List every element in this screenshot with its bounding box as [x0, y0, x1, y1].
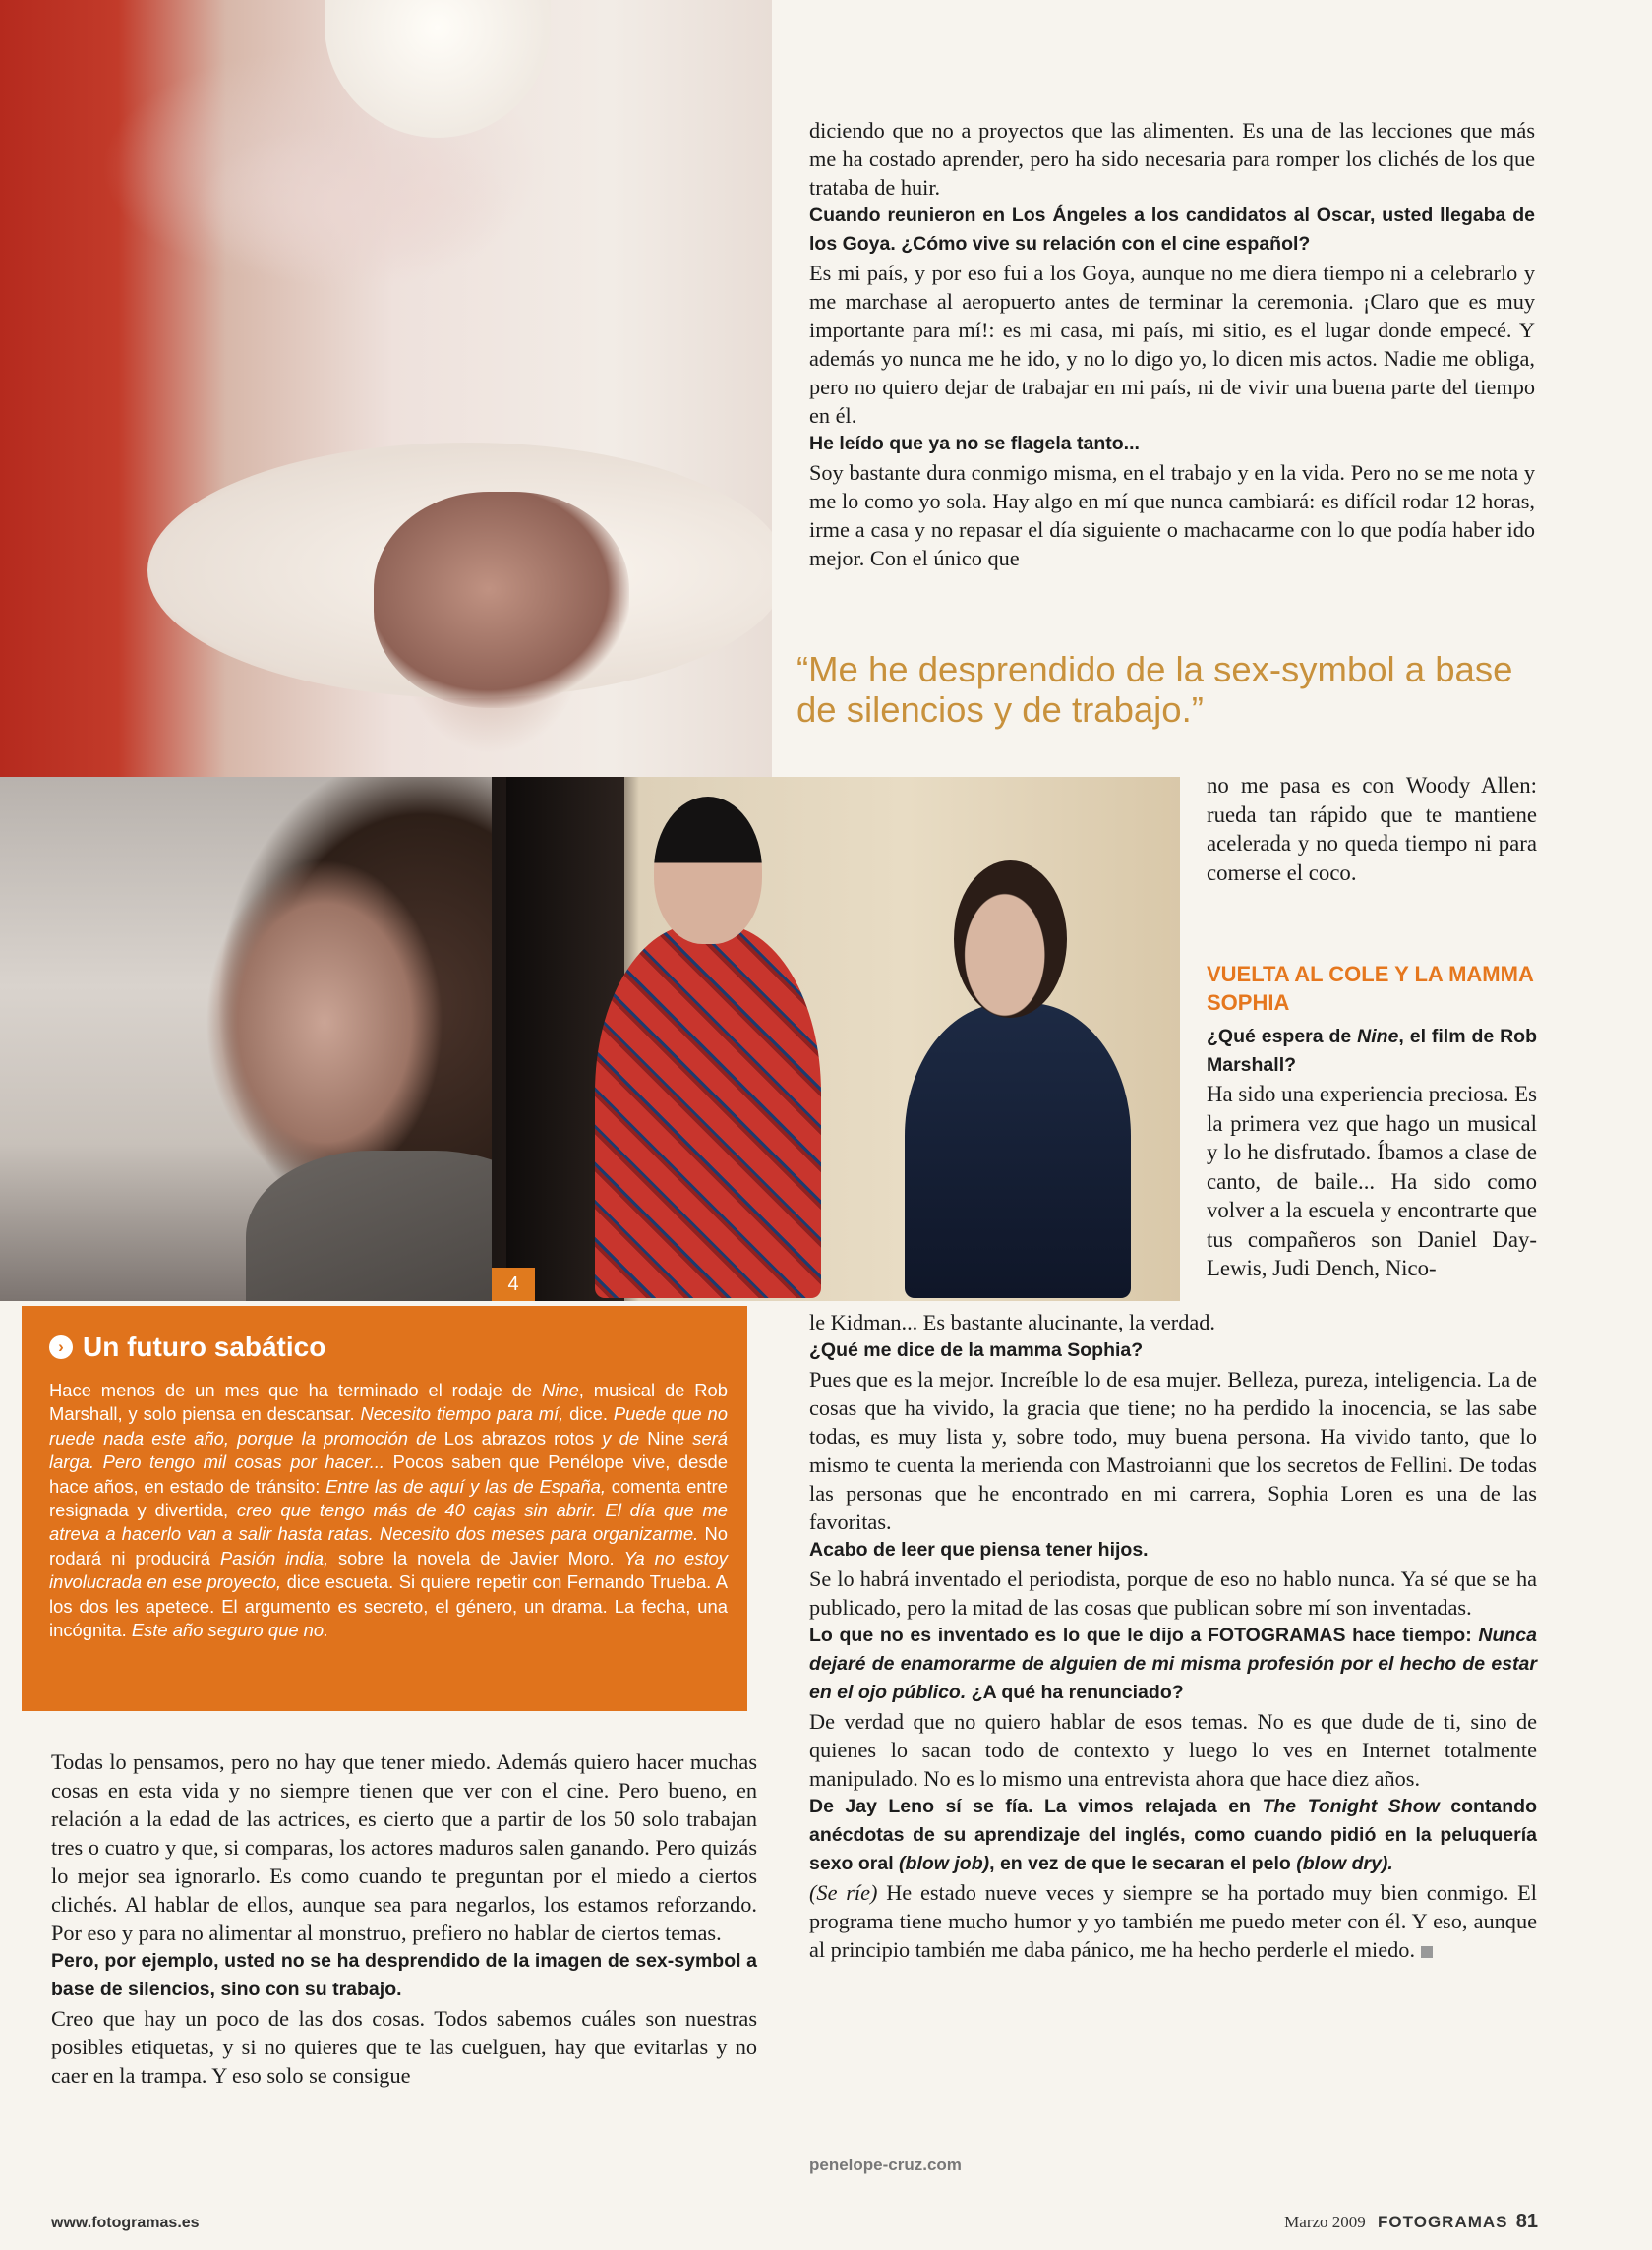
- photo-number-badge: 4: [492, 1268, 535, 1301]
- woman-in-plaid-figure: [595, 924, 821, 1298]
- question: He leído que ya no se flagela tanto...: [809, 433, 1140, 454]
- article-column-bottom: [51, 1747, 757, 2090]
- paragraph: Todas lo pensamos, pero no hay que tener miedo. Además quiero hacer muchas cosas en esta vida y no siempre tienen que ver con el cine. Pero bueno, en relación a la edad de las actrices, es cierto que a partir de los 50 solo trabajan tres o cuatro y que, si comparas, los actores maduros salen ganando. Pero quizás lo mejor sea ignorarlo. Es como cuando te preguntan por el miedo a ciertos clichés. Al hablar de ellos, aunque sea para negarlos, los estamos reforzando. Por eso y para no alimentar al monstruo, prefiero no hablar de ciertos temas.: [51, 1749, 757, 1945]
- paragraph: De verdad que no quiero hablar de esos temas. No es que dude de ti, sino de quienes lo sacan todo de contexto y luego lo ves en Internet totalmente manipulado. No es lo mismo una entrevista ahora que hace diez años.: [809, 1709, 1537, 1791]
- two-women-scene-photo: [492, 777, 1180, 1301]
- footer-website: www.fotogramas.es: [51, 2215, 200, 2231]
- section-heading: VUELTA AL COLE Y LA MAMMA SOPHIA: [1207, 962, 1534, 1015]
- paragraph: diciendo que no a proyectos que las alimenten. Es una de las lecciones que más me ha costado aprender, pero ha sido necesaria para romper los clichés de los que trataba de huir.: [809, 118, 1535, 200]
- pull-quote: “Me he desprendido de la sex-symbol a base de silencios y de trabajo.”: [796, 649, 1513, 730]
- sidebar-body: Hace menos de un mes que ha terminado el rodaje de Nine, musical de Rob Marshall, y solo piensa en descansar. Necesito tiempo para mí, dice. Puede que no ruede nada este año, porque la promoción de Los abrazos rotos y de Nine será larga. Pero tengo mil cosas por hacer... Pocos saben que Penélope vive, desde hace años, en estado de tránsito: Entre las de aquí y las de España, comenta entre resignada y divertida, creo que tengo más de 40 cajas sin abrir. El día que me atreva a hacerlo van a salir hasta ratas. Necesito dos meses para organizarme. No rodará ni producirá Pasión india, sobre la novela de Javier Moro. Ya no estoy involucrada en ese proyecto, dice escueta. Si quiere repetir con Fernando Trueba. A los dos les apetece. El argumento es secreto, el género, un drama. La fecha, una incógnita. Este año seguro que no.: [49, 1380, 729, 1641]
- arrow-right-icon: ›: [49, 1335, 73, 1359]
- page-number: 81: [1515, 2211, 1538, 2232]
- paragraph: Se lo habrá inventado el periodista, porque de eso no hablo nunca. Ya sé que se ha publicado, pero la mitad de las cosas que publican sobre mí son inventadas.: [809, 1567, 1537, 1620]
- portrait-photo: [0, 777, 492, 1301]
- sidebar-title-text: Un futuro sabático: [83, 1332, 326, 1362]
- woman-in-navy-figure: [905, 1003, 1131, 1298]
- woman-in-navy-head: [954, 860, 1067, 1018]
- lamp-shape: [324, 0, 551, 138]
- footer-magazine: FOTOGRAMAS: [1378, 2213, 1508, 2231]
- question: Cuando reunieron en Los Ángeles a los candidatos al Oscar, usted llegaba de los Goya. ¿Cómo vive su relación con el cine español?: [809, 205, 1535, 255]
- question: De Jay Leno sí se fía. La vimos relajada en The Tonight Show contando anécdotas de su aprendizaje del inglés, como cuando pidió en la peluquería sexo oral (blow job), en vez de que le secaran el pelo (blow dry).: [809, 1796, 1537, 1874]
- paragraph: Soy bastante dura conmigo misma, en el trabajo y en la vida. Pero no se me nota y me lo como yo sola. Hay algo en mí que nunca cambiará: es difícil rodar 12 horas, irme a casa y no repasar el día siguiente o machacarme con lo que podía haber ido mejor. Con el único que: [809, 460, 1535, 570]
- paragraph: Creo que hay un poco de las dos cosas. Todos sabemos cuáles son nuestras posibles etiquetas, y si no quieres que te las cuelguen, hay que evitarlas y no caer en la trampa. Y eso solo se consigue: [51, 2006, 757, 2088]
- question: Pero, por ejemplo, usted no se ha desprendido de la imagen de sex-symbol a base de silencios, sino con su trabajo.: [51, 1950, 757, 2000]
- article-column-right-lower: [1207, 1023, 1537, 1283]
- coat-shape: [246, 1151, 492, 1301]
- article-column-middle: [809, 1308, 1537, 1964]
- website-credit: penelope-cruz.com: [809, 2156, 962, 2174]
- face-shape: [374, 492, 629, 708]
- article-column-right: [1207, 771, 1537, 887]
- woman-in-plaid-head: [654, 797, 762, 944]
- end-mark-icon: [1421, 1946, 1433, 1958]
- footer-folio: [1284, 2211, 1538, 2233]
- question: Acabo de leer que piensa tener hijos.: [809, 1539, 1149, 1561]
- sidebar-title: [49, 1332, 325, 1363]
- paragraph: no me pasa es con Woody Allen: rueda tan rápido que te mantiene acelerada y no queda tiempo ni para comerse el coco.: [1207, 773, 1537, 885]
- article-column-top: [809, 116, 1535, 572]
- question: ¿Qué espera de Nine, el film de Rob Marshall?: [1207, 1026, 1537, 1076]
- question: Lo que no es inventado es lo que le dijo a FOTOGRAMAS hace tiempo: Nunca dejaré de enamorarme de alguien de mi misma profesión por el hecho de estar en el ojo público. ¿A qué ha renunciado?: [809, 1625, 1537, 1703]
- paragraph: Es mi país, y por eso fui a los Goya, aunque no me diera tiempo ni a celebrarlo y me marchase al aeropuerto antes de terminar la ceremonia. ¡Claro que es muy importante para mí!: es mi casa, mi país, mi sitio, es el lugar donde empecé. Y además yo nunca me he ido, y no lo digo yo, lo dicen mis actos. Nadie me obliga, pero no quiero dejar de trabajar en mi país, ni de vivir una buena parte del tiempo en él.: [809, 261, 1535, 428]
- sidebar-box: [22, 1306, 747, 1711]
- paragraph: Pues que es la mejor. Increíble lo de esa mujer. Belleza, pureza, inteligencia. La de cosas que ha vivido, la gracia que tiene; no ha perdido la inocencia, se las sabe todas, es muy lista y, sobre todo, muy buena persona. Ha vivido tanto, que lo mismo te cuenta la merienda con Mastroianni que los secretos de Fellini. De todas las personas que he encontrado en mi carrera, Sophia Loren es una de las favoritas.: [809, 1367, 1537, 1534]
- question: ¿Qué me dice de la mamma Sophia?: [809, 1339, 1144, 1361]
- paragraph: (Se ríe) He estado nueve veces y siempre se ha portado muy bien conmigo. El programa tiene mucho humor y yo también me puedo meter con él. Y eso, aunque al principio también me daba pánico, me ha hecho perderle el miedo.: [809, 1880, 1537, 1962]
- bed-scene-photo: [0, 0, 772, 777]
- paragraph: Ha sido una experiencia preciosa. Es la primera vez que hago un musical y lo he disfrutado. Íbamos a clase de canto, de baile... Ha sido como volver a la escuela y encontrarte que tus compañeros son Daniel Day-Lewis, Judi Dench, Nico-: [1207, 1082, 1537, 1280]
- paragraph: le Kidman... Es bastante alucinante, la verdad.: [809, 1310, 1215, 1334]
- footer-date: Marzo 2009: [1284, 2213, 1366, 2231]
